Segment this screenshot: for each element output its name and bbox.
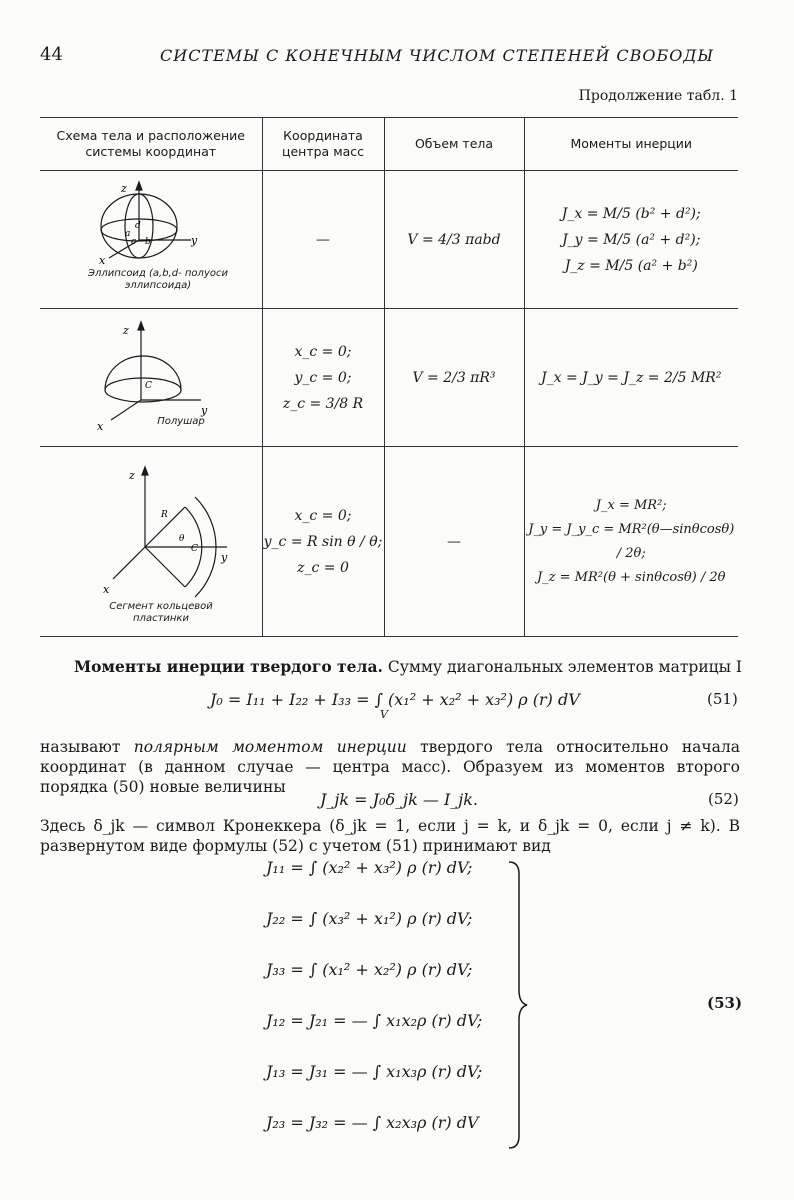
center-cell	[262, 447, 384, 637]
equation-number-52: (52)	[708, 790, 739, 808]
axis-label-z: z	[122, 323, 129, 337]
moments-cell	[524, 447, 738, 637]
equation-system-53	[266, 858, 506, 1164]
table-row	[40, 171, 738, 309]
axis-label-x: x	[102, 582, 109, 596]
table-caption: Продолжение табл. 1	[578, 88, 738, 104]
table-header-row	[40, 118, 738, 171]
figure-caption: Сегмент кольцевой пластинки	[108, 600, 213, 624]
equation-line: J₁₃ = J₃₁ = — ∫ x₁x₃ρ (r) dV;	[266, 1062, 483, 1081]
running-title: СИСТЕМЫ С КОНЕЧНЫМ ЧИСЛОМ СТЕПЕНЕЙ СВОБОДЫ	[160, 46, 715, 65]
moment-formula: J_z = MR²(θ + sinθcosθ) / 2θ	[536, 569, 726, 585]
equation-52: J_jk = J₀δ_jk — I_jk.	[320, 790, 478, 809]
integral-subscript: V	[380, 708, 388, 721]
label-r: R	[160, 509, 168, 520]
axis-label-x: x	[98, 253, 105, 267]
right-brace	[505, 860, 529, 1150]
equation-line: J₂₃ = J₃₂ = — ∫ x₂x₃ρ (r) dV	[266, 1113, 479, 1132]
equation-number-51: (51)	[707, 690, 738, 708]
scheme-cell	[40, 171, 262, 309]
equation-line: J₁₁ = ∫ (x₂² + x₃²) ρ (r) dV;	[266, 858, 473, 877]
ring-segment-figure	[51, 455, 251, 625]
scheme-cell	[40, 309, 262, 447]
volume-cell: —	[384, 447, 524, 637]
equation-line: J₂₂ = ∫ (x₃² + x₁²) ρ (r) dV;	[266, 909, 473, 928]
header-scheme: Схема тела и расположение системы координат	[40, 118, 262, 171]
equation-line: J₃₃ = ∫ (x₁² + x₂²) ρ (r) dV;	[266, 960, 473, 979]
center-formula: y_c = R sin θ / θ;	[263, 533, 383, 550]
inertia-table	[40, 117, 738, 637]
axis-label-y: y	[200, 403, 207, 417]
volume-cell: V = 2/3 πR³	[384, 309, 524, 447]
center-cell: —	[262, 171, 384, 309]
moment-formula: J_x = M/5 (b² + d²);	[561, 205, 701, 222]
center-formula: y_c = 0;	[294, 369, 352, 386]
figure-caption: Эллипсоид (a,b,d- полуоси эллипсоида)	[87, 267, 228, 291]
axis-label-z: z	[120, 181, 127, 195]
page-number: 44	[40, 44, 63, 65]
table-row	[40, 309, 738, 447]
equation-51: J₀ = I₁₁ + I₂₂ + I₃₃ = ∫ (x₁² + x₂² + x₃²) ρ (r) dV	[210, 690, 580, 709]
header-center: Координата центра масс	[262, 118, 384, 171]
center-formula: x_c = 0;	[294, 343, 352, 360]
equation-line: J₁₂ = J₂₁ = — ∫ x₁x₂ρ (r) dV;	[266, 1011, 483, 1030]
term-italic: полярным моментом инерции	[133, 738, 407, 756]
axis-label-x: x	[96, 419, 103, 433]
moment-formula: J_y = J_y_c = MR²(θ—sinθcosθ) / 2θ;	[528, 521, 735, 561]
center-formula: x_c = 0;	[294, 507, 352, 524]
label-c: C	[144, 380, 152, 391]
scheme-cell	[40, 447, 262, 637]
label-a: a	[124, 228, 131, 239]
section-heading: Моменты инерции твердого тела.	[74, 657, 383, 676]
moment-formula: J_x = MR²;	[595, 497, 667, 513]
label-d: d	[134, 220, 141, 231]
label-c: c	[130, 236, 136, 247]
center-cell	[262, 309, 384, 447]
moment-formula: J_y = M/5 (a² + d²);	[562, 231, 701, 248]
axis-label-y: y	[220, 550, 227, 564]
paragraph-text: называют	[40, 738, 134, 756]
volume-cell: V = 4/3 πabd	[384, 171, 524, 309]
center-formula: z_c = 0	[297, 559, 349, 576]
paragraph-definition	[40, 737, 740, 797]
paragraph-text: Сумму диагональных элементов матрицы I	[382, 658, 743, 676]
label-b: b	[144, 236, 151, 247]
paragraph-text: твердого тела относительно начала координат (в данном случае — центра масс). Образуем из моментов второго порядка (50) новые величины	[40, 738, 740, 796]
hemisphere-figure	[51, 316, 251, 436]
moment-formula: J_z = M/5 (a² + b²)	[564, 257, 698, 274]
moments-cell	[524, 171, 738, 309]
header-volume: Объем тела	[384, 118, 524, 171]
paragraph-polar-moment	[74, 657, 744, 677]
paragraph-kronecker: Здесь δ_jk — символ Кронеккера (δ_jk = 1, если j = k, и δ_jk = 0, если j ≠ k). В развернутом виде формулы (52) с учетом (51) принимают вид	[40, 817, 740, 855]
figure-caption: Полушар	[156, 415, 205, 427]
moments-cell: J_x = J_y = J_z = 2/5 MR²	[524, 309, 738, 447]
center-formula: z_c = 3/8 R	[282, 395, 364, 412]
axis-label-y: y	[190, 233, 197, 247]
equation-number-53: (53)	[707, 994, 743, 1012]
header-moments: Моменты инерции	[524, 118, 738, 171]
label-c: C	[190, 543, 198, 554]
ellipsoid-figure	[51, 178, 251, 298]
axis-label-z: z	[128, 468, 135, 482]
table-row	[40, 447, 738, 637]
label-theta: θ	[178, 533, 185, 544]
